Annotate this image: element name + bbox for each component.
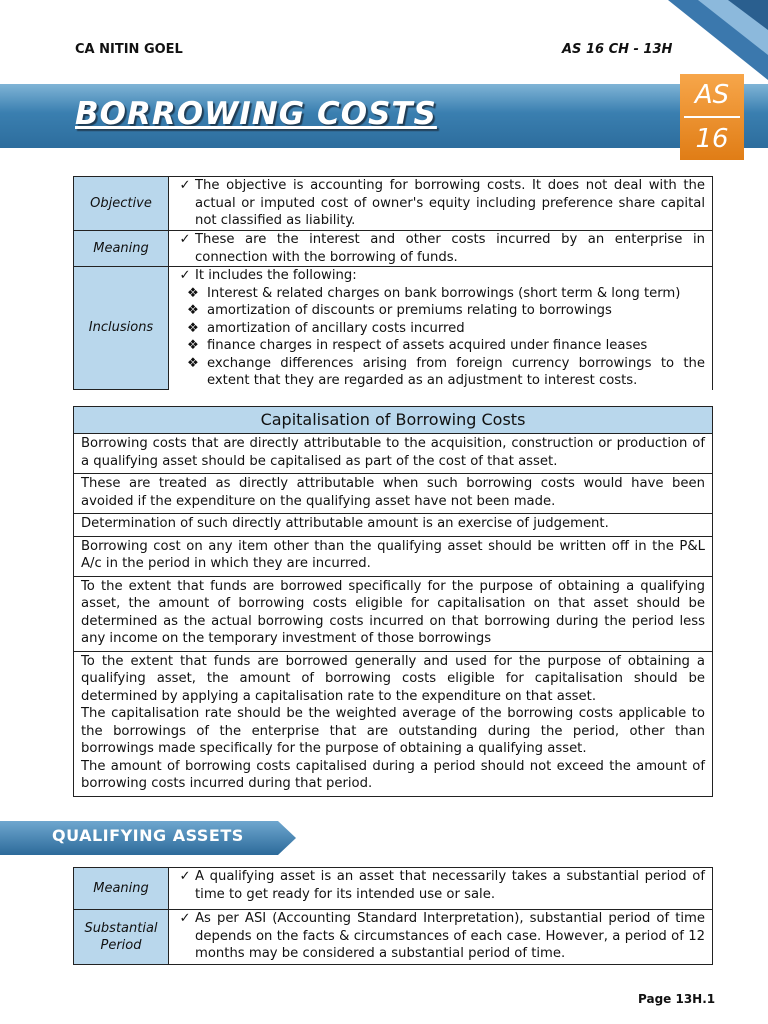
table-row <box>74 177 713 231</box>
table-row <box>74 267 713 390</box>
list-item <box>175 910 705 963</box>
table-row <box>74 231 713 267</box>
item-text: Interest & related charges on bank borrowings (short term & long term) <box>207 285 681 301</box>
diamond-icon: ❖ <box>187 338 199 353</box>
row-content <box>169 267 713 390</box>
chapter-ref: AS 16 CH - 13H <box>562 42 673 57</box>
row-label: Meaning <box>74 231 169 267</box>
list-item <box>175 320 705 338</box>
row-text: To the extent that funds are borrowed specifically for the purpose of obtaining a qualifying asset, the amount of borrowing costs eligible for capitalisation on that asset should be determined as the actual borrowing costs incurred on that borrowing during the period less any income on the temporary investment of those borrowings <box>74 576 713 651</box>
table-row <box>74 514 713 537</box>
standard-badge <box>680 74 744 160</box>
row-text: These are treated as directly attributable when such borrowing costs would have been avoided if the expenditure on the qualifying asset have not been made. <box>74 474 713 514</box>
item-text: amortization of discounts or premiums relating to borrowings <box>207 303 612 318</box>
row-text: Borrowing costs that are directly attributable to the acquisition, construction or production of a qualifying asset should be capitalised as part of the cost of that asset. <box>74 434 713 474</box>
row-content <box>169 868 713 910</box>
row-label: Substantial Period <box>74 910 169 965</box>
section-title: QUALIFYING ASSETS <box>52 826 244 845</box>
item-text: A qualifying asset is an asset that necessarily takes a substantial period of time to get ready for its intended use or sale. <box>195 869 705 902</box>
table-row <box>74 536 713 576</box>
table-row <box>74 868 713 910</box>
row-content <box>169 231 713 267</box>
check-icon: ✓ <box>179 178 191 193</box>
list-item <box>175 355 705 390</box>
diamond-icon: ❖ <box>187 303 199 318</box>
badge-top: AS <box>694 80 730 110</box>
list-item <box>175 302 705 320</box>
capitalisation-table <box>73 406 713 797</box>
row-content <box>169 910 713 965</box>
qualifying-table <box>73 867 713 965</box>
diamond-icon: ❖ <box>187 355 199 371</box>
row-label: Meaning <box>74 868 169 910</box>
badge-bottom: 16 <box>695 124 729 154</box>
list-item <box>175 231 705 266</box>
section-heading: Capitalisation of Borrowing Costs <box>74 407 713 434</box>
item-text: As per ASI (Accounting Standard Interpretation), substantial period of time depends on the facts & circumstances of each case. However, a period of 12 months may be considered a substantial period of time. <box>195 911 705 961</box>
table-row <box>74 576 713 651</box>
row-label: Objective <box>74 177 169 231</box>
table-row <box>74 910 713 965</box>
list-item <box>175 868 705 903</box>
item-text: The objective is accounting for borrowing costs. It does not deal with the actual or imputed cost of owner's equity including preference share capital not classified as liability. <box>195 178 705 228</box>
item-text: exchange differences arising from foreign currency borrowings to the extent that they are regarded as an adjustment to interest costs. <box>207 355 705 388</box>
row-label: Inclusions <box>74 267 169 390</box>
check-icon: ✓ <box>179 268 191 283</box>
diamond-icon: ❖ <box>187 320 199 336</box>
item-text: These are the interest and other costs incurred by an enterprise in connection with the borrowing of funds. <box>195 232 705 265</box>
list-item <box>175 285 705 303</box>
row-content <box>169 177 713 231</box>
page-number: Page 13H.1 <box>638 992 716 1006</box>
check-icon: ✓ <box>179 911 191 926</box>
list-item <box>175 267 705 285</box>
table-row <box>74 651 713 796</box>
intro-table <box>73 176 713 390</box>
table-header-row <box>74 407 713 434</box>
check-icon: ✓ <box>179 232 191 247</box>
list-item <box>175 177 705 230</box>
author-name: CA NITIN GOEL <box>75 42 183 57</box>
item-text: It includes the following: <box>195 268 357 283</box>
row-text: Borrowing cost on any item other than the qualifying asset should be written off in the P&L A/c in the period in which they are incurred. <box>74 536 713 576</box>
row-content <box>74 651 713 796</box>
row-text: To the extent that funds are borrowed generally and used for the purpose of obtaining a qualifying asset, the amount of borrowing costs eligible for capitalisation should be determined by applying a capitalisation rate to the expenditure on that asset. <box>81 653 705 704</box>
diamond-icon: ❖ <box>187 285 199 301</box>
row-text: The capitalisation rate should be the weighted average of the borrowing costs applicable to the borrowings of the enterprise that are outstanding during the period, other than borrowings made specifically for the purpose of obtaining a qualifying asset. <box>81 706 705 756</box>
table-row <box>74 474 713 514</box>
list-item <box>175 337 705 355</box>
item-text: finance charges in respect of assets acquired under finance leases <box>207 338 648 353</box>
row-text: Determination of such directly attributable amount is an exercise of judgement. <box>74 514 713 537</box>
page-title: BORROWING COSTS <box>75 96 437 132</box>
row-text: The amount of borrowing costs capitalised during a period should not exceed the amount of borrowing costs incurred during that period. <box>81 758 705 791</box>
corner-decoration <box>668 0 768 80</box>
check-icon: ✓ <box>179 869 191 884</box>
table-row <box>74 434 713 474</box>
item-text: amortization of ancillary costs incurred <box>207 320 465 336</box>
